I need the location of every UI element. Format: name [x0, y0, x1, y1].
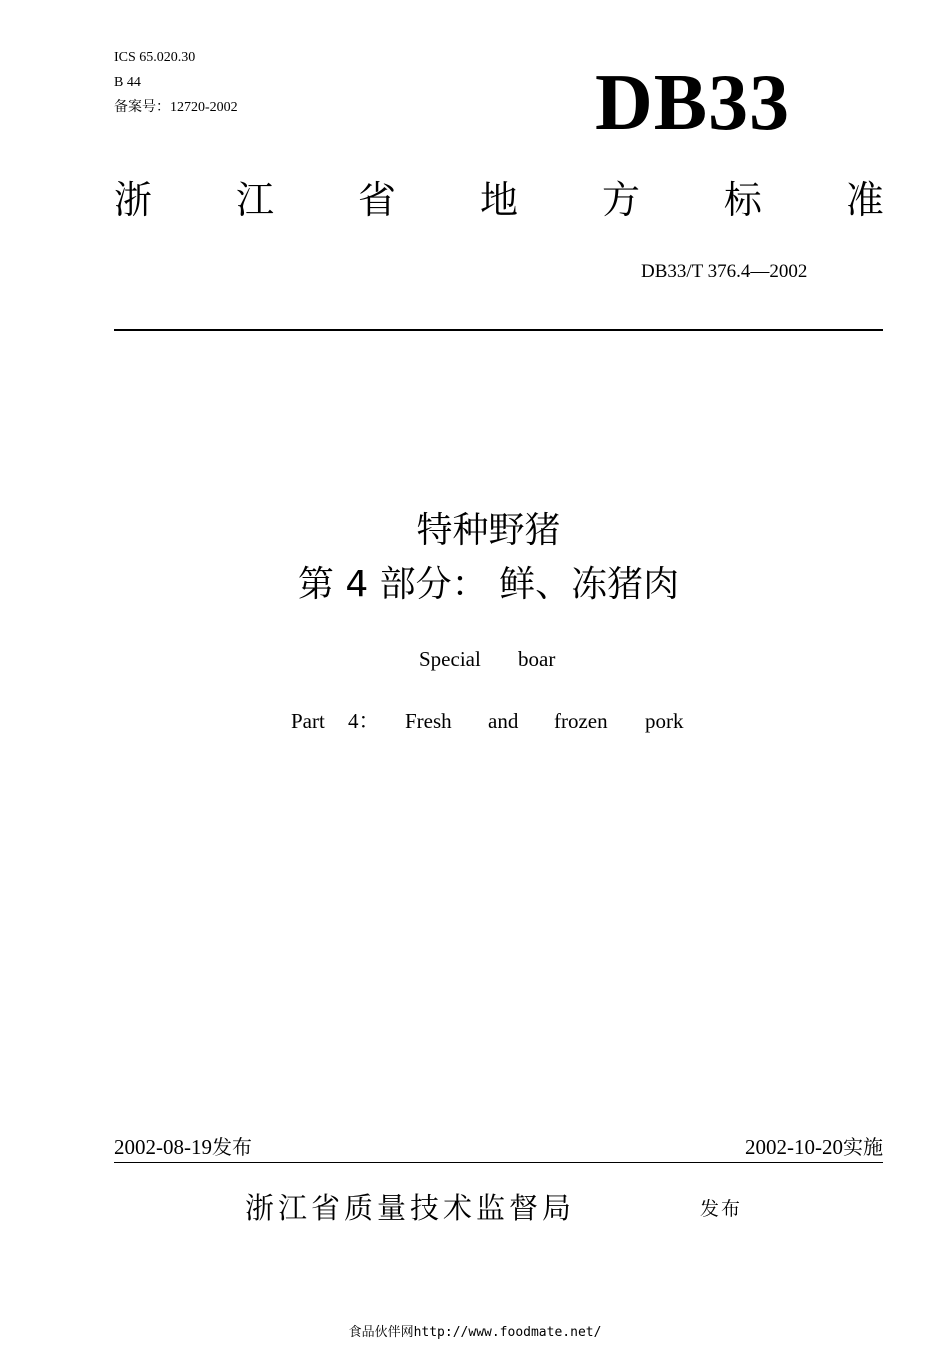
english-title-word: Special	[419, 647, 481, 671]
bottom-divider	[114, 1162, 883, 1163]
standard-type-char: 江	[235, 178, 274, 222]
english-subtitle-word: frozen	[554, 709, 608, 733]
top-divider	[114, 329, 883, 331]
issue-date-value: 2002-08-19	[114, 1135, 212, 1159]
implementation-date-value: 2002-10-20	[745, 1135, 843, 1159]
chinese-title-line-1: 特种野猪	[416, 510, 561, 551]
db-standard-mark: DB33	[595, 59, 791, 147]
standard-type-heading	[114, 176, 884, 224]
issuing-authority: 浙江省质量技术监督局	[245, 1191, 576, 1225]
english-title-word: boar	[518, 647, 556, 671]
standard-type-char: 方	[601, 178, 640, 222]
english-subtitle-word: Part	[291, 709, 325, 733]
english-subtitle-word: 4：	[348, 709, 380, 733]
standard-type-char: 准	[845, 178, 884, 222]
issue-date	[114, 1134, 252, 1160]
ccs-code: B 44	[114, 75, 141, 90]
english-subtitle-word: pork	[645, 709, 684, 733]
english-subtitle-word: Fresh	[405, 709, 452, 733]
standard-type-char: 浙	[114, 178, 153, 222]
ics-code: ICS 65.020.30	[114, 50, 196, 65]
english-subtitle-word: and	[488, 709, 519, 733]
watermark-footer: 食品伙伴网http://www.foodmate.net/	[348, 1325, 602, 1340]
issuing-action: 发布	[700, 1198, 743, 1220]
issue-date-label: 发布	[212, 1135, 252, 1159]
chinese-title-line-2: 第 4 部分： 鲜、冻猪肉	[297, 564, 680, 605]
standard-type-char: 省	[357, 178, 396, 222]
standard-type-char: 地	[479, 178, 518, 222]
implementation-date-label: 实施	[843, 1135, 883, 1159]
english-subtitle	[0, 708, 950, 734]
standard-number: DB33/T 376.4—2002	[641, 261, 808, 282]
filing-number: 备案号：12720-2002	[114, 100, 238, 115]
implementation-date	[745, 1134, 883, 1160]
standard-type-char: 标	[723, 178, 762, 222]
